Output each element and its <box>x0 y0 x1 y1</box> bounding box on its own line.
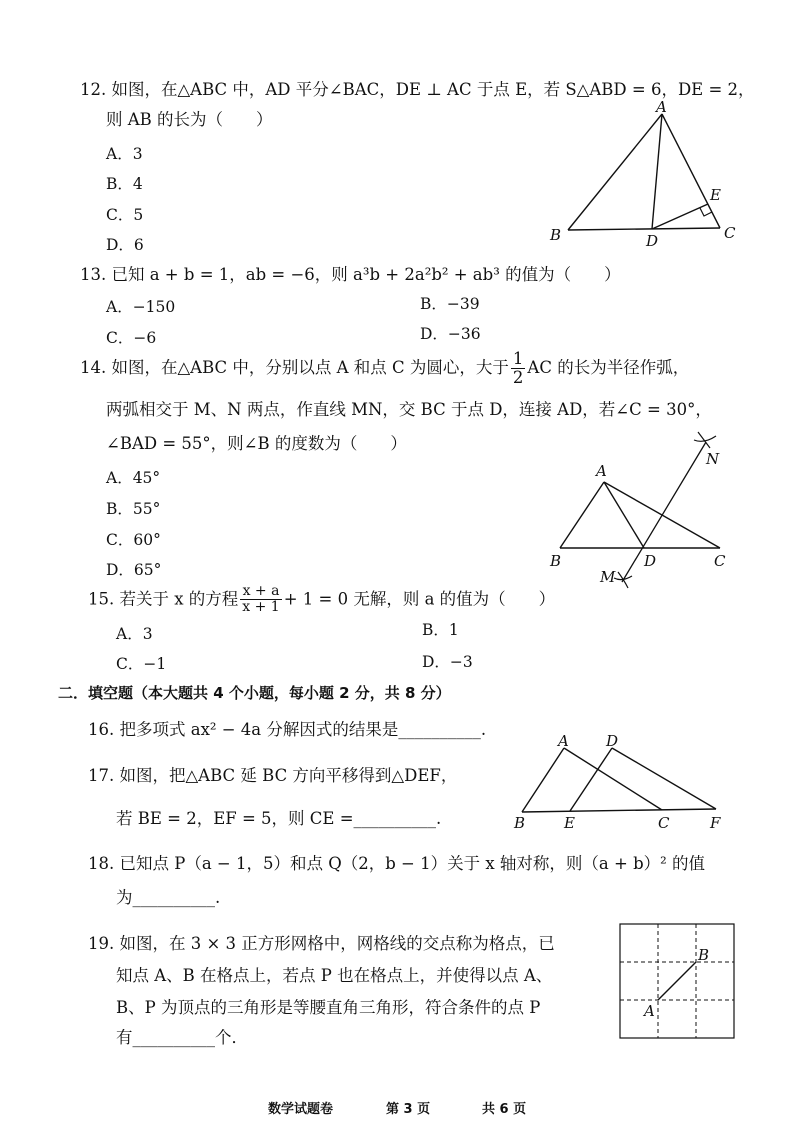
q14-option-c: C．60° <box>106 531 161 549</box>
q12-triangle-figure <box>540 100 750 250</box>
q15-frac-num: x + a <box>240 584 281 600</box>
q12-stem-line2: 则 AB 的长为（ ） <box>106 110 273 129</box>
q12-option-d: D．6 <box>106 236 144 254</box>
q12-label-d: D <box>646 232 659 250</box>
q19-label-b: B <box>698 946 710 964</box>
q12-label-b: B <box>550 226 562 244</box>
q15-fraction <box>240 584 281 616</box>
q13-stem: 13. 已知 a + b = 1，ab = −6，则 a³b + 2a²b² + ab³ 的值为（ ） <box>80 265 621 284</box>
q17-label-d: D <box>606 734 619 750</box>
q14-construction-figure <box>540 430 750 590</box>
q14-label-c: C <box>714 552 726 570</box>
q19-stem-line3: B、P 为顶点的三角形是等腰直角三角形，符合条件的点 P <box>116 998 541 1017</box>
q19-stem-line1: 19. 如图，在 3 × 3 正方形网格中，网格线的交点称为格点，已 <box>88 934 555 953</box>
q15-stem <box>88 584 555 616</box>
q14-label-m: M <box>600 568 616 586</box>
q16-stem: 16. 把多项式 ax² − 4a 分解因式的结果是__________. <box>88 720 487 739</box>
q14-frac-den: 2 <box>512 368 524 388</box>
q13-option-c: C．−6 <box>106 329 157 347</box>
q17-label-e: E <box>564 814 575 832</box>
q12-stem-line1: 12. 如图，在△ABC 中，AD 平分∠BAC，DE ⊥ AC 于点 E，若 S△ABD = 6，DE = 2， <box>80 80 755 99</box>
q12-label-a: A <box>656 100 667 116</box>
q14-fraction <box>511 350 526 387</box>
q15-option-c: C．−1 <box>116 655 167 673</box>
q17-label-b: B <box>514 814 526 832</box>
q17-stem-line1: 17. 如图，把△ABC 延 BC 方向平移得到△DEF， <box>88 766 458 785</box>
q19-stem-line4: 有__________个． <box>116 1028 248 1047</box>
q19-segment-ab <box>658 962 696 1000</box>
q14-option-a: A．45° <box>106 469 161 487</box>
q14-frac-num: 1 <box>512 349 524 368</box>
q19-label-a: A <box>644 1002 655 1020</box>
q18-stem-line1: 18. 已知点 P（a − 1，5）和点 Q（2，b − 1）关于 x 轴对称，则（a + b）² 的值 <box>88 854 705 873</box>
q18-stem-line2: 为__________. <box>116 888 221 907</box>
q19-grid-figure <box>612 916 742 1046</box>
q14-stem-line1-a: 14. 如图，在△ABC 中，分别以点 A 和点 C 为圆心，大于 <box>80 358 509 378</box>
q12-option-a: A．3 <box>106 145 143 163</box>
q17-label-f: F <box>710 814 721 832</box>
q12-option-c: C．5 <box>106 206 144 224</box>
footer-page: 第 3 页 <box>386 1102 431 1117</box>
q15-stem-a: 15. 若关于 x 的方程 <box>88 589 239 609</box>
q14-stem-line3: ∠BAD = 55°，则∠B 的度数为（ ） <box>106 434 407 453</box>
q14-label-a: A <box>596 462 607 480</box>
q15-option-b: B．1 <box>422 621 459 639</box>
q17-stem-line2: 若 BE = 2，EF = 5，则 CE =__________. <box>116 809 442 828</box>
footer-total: 共 6 页 <box>482 1102 527 1117</box>
q17-label-c: C <box>658 814 670 832</box>
q14-stem-line1 <box>80 350 689 387</box>
q15-option-a: A．3 <box>116 625 153 643</box>
q12-option-b: B．4 <box>106 175 143 193</box>
q14-label-n: N <box>706 450 720 468</box>
q14-label-d: D <box>644 552 657 570</box>
footer-subject: 数学试题卷 <box>268 1102 334 1117</box>
q13-option-d: D．−36 <box>420 325 481 343</box>
q14-option-b: B．55° <box>106 500 161 518</box>
q13-option-a: A．−150 <box>106 298 176 316</box>
q17-label-a: A <box>558 734 569 750</box>
q14-label-b: B <box>550 552 562 570</box>
section2-title: 二．填空题（本大题共 4 个小题，每小题 2 分，共 8 分） <box>58 684 451 702</box>
q19-stem-line2: 知点 A、B 在格点上，若点 P 也在格点上，并使得以点 A、 <box>116 966 553 985</box>
q13-option-b: B．−39 <box>420 295 480 313</box>
q15-frac-den: x + 1 <box>242 599 280 616</box>
q17-translation-figure <box>508 734 738 834</box>
q12-label-e: E <box>710 186 721 204</box>
q14-stem-line2: 两弧相交于 M、N 两点，作直线 MN，交 BC 于点 D，连接 AD，若∠C = 30°， <box>106 400 712 419</box>
q12-label-c: C <box>724 224 736 242</box>
q15-stem-b: + 1 = 0 无解，则 a 的值为（ ） <box>283 589 556 609</box>
q15-option-d: D．−3 <box>422 653 473 671</box>
q14-option-d: D．65° <box>106 561 162 579</box>
q14-stem-line1-b: AC 的长为半径作弧， <box>527 358 690 378</box>
